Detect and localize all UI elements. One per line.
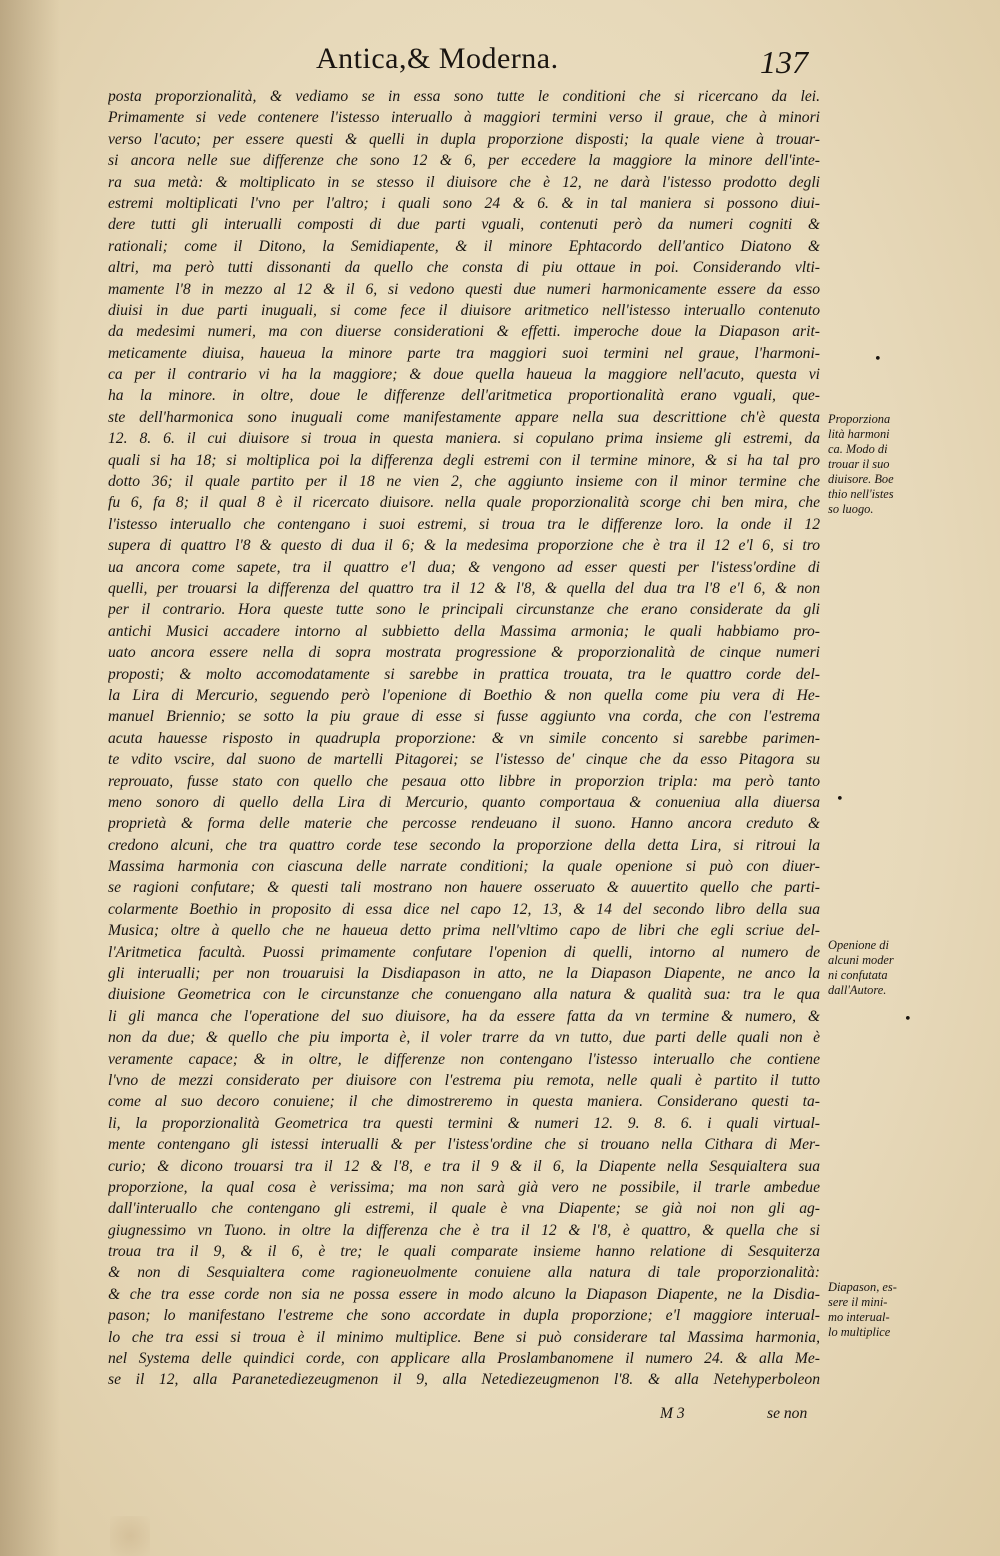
signature-mark: M 3 <box>660 1405 685 1422</box>
text-line: gli interualli; per non trouaruisi la Disdiapason in atto, ne la Diapason Diapente, ne anco la <box>108 965 820 983</box>
text-line: diuisi in due parti inuguali, si come fece il diuisore aritmetico nell'istesso interuallo contenuto <box>108 301 820 319</box>
text-line: mente contengano gli istessi interualli & per l'istess'ordine che si trouano nella Cithara di Mer- <box>108 1136 820 1154</box>
margin-note-line: alcuni moder <box>828 953 894 967</box>
text-line: reprouato, fusse stato con quello che pesaua otto libbre in proporzion tripla: ma però tanto <box>108 772 820 790</box>
catchword: se non <box>767 1405 808 1422</box>
text-line: Primamente si vede contenere l'istesso interuallo à maggiori termini verso il graue, che à minori <box>108 109 820 127</box>
text-line: nel Systema delle quindici corde, con applicare alla Proslambanomene il numero 24. & alla Me- <box>108 1350 820 1368</box>
text-line: proposti; & molto accomodatamente si sarebbe in prattica trouata, tra le quattro corde del- <box>108 665 820 683</box>
spine-shadow <box>0 0 60 1556</box>
text-line: antichi Musici accadere intorno al subbietto della Massima armonia; le quali habbiamo pro- <box>108 622 820 640</box>
text-line: da medesimi numeri, ma con diuerse considerationi & effetti. imperoche doue la Diapason arit- <box>108 323 820 341</box>
text-line: pason; lo manifestano l'estreme che sono accordate in dupla proporzione; e'l maggiore interual- <box>108 1307 820 1325</box>
text-line: dall'interuallo che contengano gli estremi, il quale è vna Diapente; se già noi non gli ag- <box>108 1200 820 1218</box>
text-line: ca per il contrario vi ha la maggiore; & doue quella haueua la maggiore nell'acuto, questa vi <box>108 366 820 384</box>
text-line: estremi moltiplicati l'vno per l'altro; i quali sono 24 & 6. & in tal maniera si possono diui- <box>108 194 820 212</box>
text-line: ha la minore. in oltre, doue le differenze dell'aritmetica proportionalità erano vguali, que- <box>108 387 820 405</box>
text-line: ua ancora come sapete, tra il quattro e'l dua; & vengono ad esser questi per l'istess'ordine di <box>108 558 820 576</box>
margin-note-line: Openione di <box>828 938 889 952</box>
text-line: come al suo decoro conuiene; il che dimostreremo in questa maniera. Considerano questi ta- <box>108 1093 820 1111</box>
text-line: diuisione Geometrica con le circunstanze che conuengano alla natura & qualità sua: tra le qua <box>108 986 820 1004</box>
margin-dot: • <box>874 352 882 367</box>
margin-note-line: lo multiplice <box>828 1325 891 1339</box>
text-line: colarmente Boethio in proposito di essa dice nel capo 12, 13, & 14 del secondo libro della sua <box>108 900 820 918</box>
text-line: si ancora nelle sue differenze che sono 12 & 6, per eccedere la maggiore la minore dell'inte- <box>108 152 820 170</box>
text-line: te vdito vscire, dal suono de martelli Pitagorei; se l'istesso de' cinque che da esso Pitagora su <box>108 751 820 769</box>
text-line: mamente l'8 in mezzo al 12 & il 6, si vedono questi due numeri harmonicamente essere da esso <box>108 280 820 298</box>
text-line: supera di quattro l'8 & questo di dua il 6; & la medesima proporzione che è tra il 12 e'l 6, si tro <box>108 537 820 555</box>
margin-dot: • <box>836 792 844 807</box>
text-line: giugnessimo vn Tuono. in oltre la differenza che è tra il 12 & l'8, è quattro, & quella che si <box>108 1221 820 1239</box>
text-line: quali si ha 18; si moltiplica poi la differenza degli estremi con il termine minore, & si ha tal pro <box>108 451 820 469</box>
text-line: manuel Briennio; se sotto la piu graue di esse si fusse aggiunto vna corda, che con l'estrema <box>108 708 820 726</box>
text-line: dotto 36; il quale partito per il 18 ne vien 2, che aggiunto insieme con il minor termine che <box>108 473 820 491</box>
text-line: l'Aritmetica facultà. Puossi primamente confutare l'openion di quelli, intorno al numero de <box>108 943 820 961</box>
text-line: ste dell'harmonica sono inuguali come manifestamente appare nella sua descrittione ch'è questa <box>108 408 820 426</box>
text-line: non da due; & quello che piu importa è, il voler trarre da vn tutto, due parti delle quali non è <box>108 1029 820 1047</box>
text-line: Massima harmonia con ciascuna delle narrate conditioni; la quale openione si può con diuer- <box>108 858 820 876</box>
margin-note-line: ni confutata <box>828 968 888 982</box>
margin-note-diapason <box>828 1280 918 1340</box>
body-text <box>108 86 820 1391</box>
margin-note-line: mo interual- <box>828 1310 890 1324</box>
text-line: verso l'acuto; per essere questi & quelli in dupla proporzione disposti; la quale viene à trouar- <box>108 130 820 148</box>
margin-note-proporzionalita <box>828 412 918 517</box>
text-line: meno sonoro di quello della Lira di Mercurio, quanto comportaua & conueniua alla diuersa <box>108 793 820 811</box>
margin-note-line: lità harmoni <box>828 427 890 441</box>
margin-note-line: dall'Autore. <box>828 983 887 997</box>
text-line: rationali; come il Ditono, la Semidiapente, & il minore Ephtacordo dell'antico Diatono & <box>108 237 820 255</box>
text-line: & che tra esse corde non sia ne possa essere in modo alcuno la Diapason Diapente, ne la Disdia- <box>108 1285 820 1303</box>
running-head: Antica,& Moderna. <box>316 42 559 75</box>
text-line: meticamente diuisa, haueua la minore parte tra maggiori suoi termini nel graue, l'harmoni- <box>108 344 820 362</box>
margin-note-line: thio nell'istes <box>828 487 894 501</box>
page-number: 137 <box>760 44 808 80</box>
text-line: uato ancora essere nella di sopra mostrata progressione & proporzionalità de cinque numeri <box>108 644 820 662</box>
text-line: li, la proporzionalità Geometrica tra questi termini & numeri 12. 9. 8. 6. i quali virtual- <box>108 1114 820 1132</box>
margin-note-line: Proporziona <box>828 412 891 426</box>
text-line: proprietà & forma delle materie che percosse rendeuano il suono. Hanno ancora creduto & <box>108 815 820 833</box>
text-line: ra sua metà: & moltiplicato in se stesso il diuisore che è 12, ne darà l'istesso prodotto degli <box>108 173 820 191</box>
text-line: posta proporzionalità, & vediamo se in essa sono tutte le conditioni che si ricercano da lei. <box>108 88 820 105</box>
text-line: curio; & dicono trouarsi tra il 12 & l'8, e tra il 9 & il 6, la Diapente nella Sesquialtera sua <box>108 1157 820 1175</box>
text-line: credono alcuni, che tra quattro corde tese secondo la proporzione della detta Lira, si ritroui la <box>108 836 820 854</box>
margin-note-line: trouar il suo <box>828 457 890 471</box>
margin-note-line: so luogo. <box>828 502 874 516</box>
margin-dot: • <box>904 1012 912 1027</box>
text-line: 12. 8. 6. il cui diuisore si troua in questa maniera. si copulano prima insieme gli estremi, da <box>108 430 820 448</box>
margin-note-line: sere il mini- <box>828 1295 888 1309</box>
text-line: quelli, per trouarsi la differenza del quattro tra il 12 & l'8, & quella del dua tra l'8 e'l 6, & non <box>108 579 820 597</box>
margin-note-line: diuisore. Boe <box>828 472 894 486</box>
paper-stain <box>110 1516 150 1556</box>
text-line: veramente capace; & in oltre, le differenze non contengano l'istesso interuallo che contiene <box>108 1050 820 1068</box>
text-line: l'vno de mezzi considerato per diuisore con l'estrema piu remota, nelle quali è partito il tutto <box>108 1071 820 1089</box>
text-line: se ragioni confutare; & questi tali mostrano non hauere osseruato & auuertito quello che parti- <box>108 879 820 897</box>
text-line: la Lira di Mercurio, seguendo però l'openione di Boethio & non quella come piu vera di He- <box>108 686 820 704</box>
margin-note-line: Diapason, es- <box>828 1280 897 1294</box>
text-line: proporzione, la qual cosa è verissima; ma non sarà già vero ne possibile, il trarle ambedue <box>108 1178 820 1196</box>
text-line: per il contrario. Hora queste tutte sono le principali circunstanze che erano considerate da gli <box>108 601 820 619</box>
text-line: li gli manca che l'operatione del suo diuisore, ha da essere fatta da vn termine & numero, & <box>108 1007 820 1025</box>
text-line: Musica; oltre à quello che ne haueua detto prima nell'vltimo capo de libri che egli scriue del- <box>108 922 820 940</box>
margin-note-openione <box>828 938 918 998</box>
text-line: fu 6, fa 8; il qual 8 è il ricercato diuisore. nella quale proporzionalità scorge chi ben mira, che <box>108 494 820 512</box>
text-line: l'istesso interuallo che contengano i suoi estremi, si troua tra le differenze loro. la onde il 12 <box>108 515 820 533</box>
margin-note-line: ca. Modo di <box>828 442 888 456</box>
text-line: se il 12, alla Paranetediezeugmenon il 9, alla Netediezeugmenon l'8. & alla Netehyperboleon <box>108 1371 820 1389</box>
text-line: lo che tra essi si troua è il minimo multiplice. Bene si può considerare tal Massima harmonia, <box>108 1328 820 1346</box>
text-line: & non di Sesquialtera come ragioneuolmente conuiene alla natura di tale proporzionalità: <box>108 1264 820 1282</box>
text-line: troua tra il 9, & il 6, è tre; le quali comparate insieme hanno relatione di Sesquiterza <box>108 1243 820 1261</box>
text-line: altri, ma però tutti dissonanti da quello che consta di piu ottaue in poi. Considerando vlti- <box>108 259 820 277</box>
text-line: dere tutti gli interualli composti di due parti vguali, contenuti però da numeri cogniti & <box>108 216 820 234</box>
text-line: acuta hauesse risposto in quadrupla proporzione: & vn simile concento si sarebbe parimen- <box>108 729 820 747</box>
